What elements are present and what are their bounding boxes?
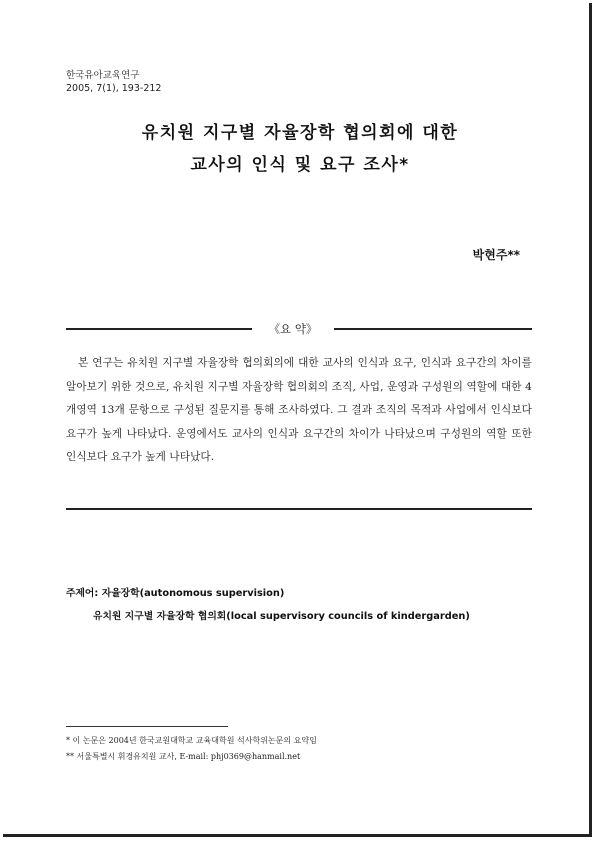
journal-info — [66, 69, 161, 95]
footnote-2: ** 서울특별시 휘경유치원 교사, E-mail: phj0369@hanmail.net — [66, 752, 301, 761]
paper-title-line2: 교사의 인식 및 요구 조사* — [190, 155, 410, 175]
keyword-2: 유치원 지구별 자율장학 협의회(local supervisory councils of kindergarden) — [93, 611, 470, 622]
paper-title-line1: 유치원 지구별 자율장학 협의회에 대한 — [141, 123, 459, 143]
footnotes — [66, 733, 317, 765]
keyword-row-1 — [66, 582, 470, 605]
footnote-rule — [66, 726, 228, 727]
keywords-label: 주제어: — [66, 588, 99, 599]
journal-name: 한국유아교육연구 — [66, 70, 140, 81]
abstract-heading — [66, 321, 532, 337]
abstract-text: 본 연구는 유치원 지구별 자율장학 협의회의에 대한 교사의 인식과 요구, 인식과 요구간의 차이를 알아보기 위한 것으로, 유치원 지구별 자율장학 협의회의 조직, 사업, 운영과 구성원의 역할에 대한 4개영역 13개 문항으로 구성된 질문지를 통해 조사하였다. 그 결과 조직의 목적과 사업에서 인식보다 요구가 높게 나타났다. 운영에서도 교사의 인식과 요구간의 차이가 나타났으며 구성원의 역할 또한 인식보다 요구가 높게 나타났다. — [66, 357, 532, 463]
abstract-rule-right — [334, 328, 532, 330]
journal-citation: 2005, 7(1), 193-212 — [66, 83, 162, 94]
keyword-1: 자율장학(autonomous supervision) — [101, 588, 285, 599]
author-name: 박현주** — [472, 248, 520, 262]
footnote-1: * 이 논문은 2004년 한국교원대학교 교육대학원 석사학위논문의 요약임 — [66, 736, 317, 745]
keywords — [66, 582, 470, 628]
abstract-rule-left — [66, 328, 252, 330]
abstract-bottom-rule — [66, 508, 532, 510]
keyword-row-2 — [66, 605, 470, 628]
abstract-heading-label: 《요 약》 — [268, 322, 318, 336]
